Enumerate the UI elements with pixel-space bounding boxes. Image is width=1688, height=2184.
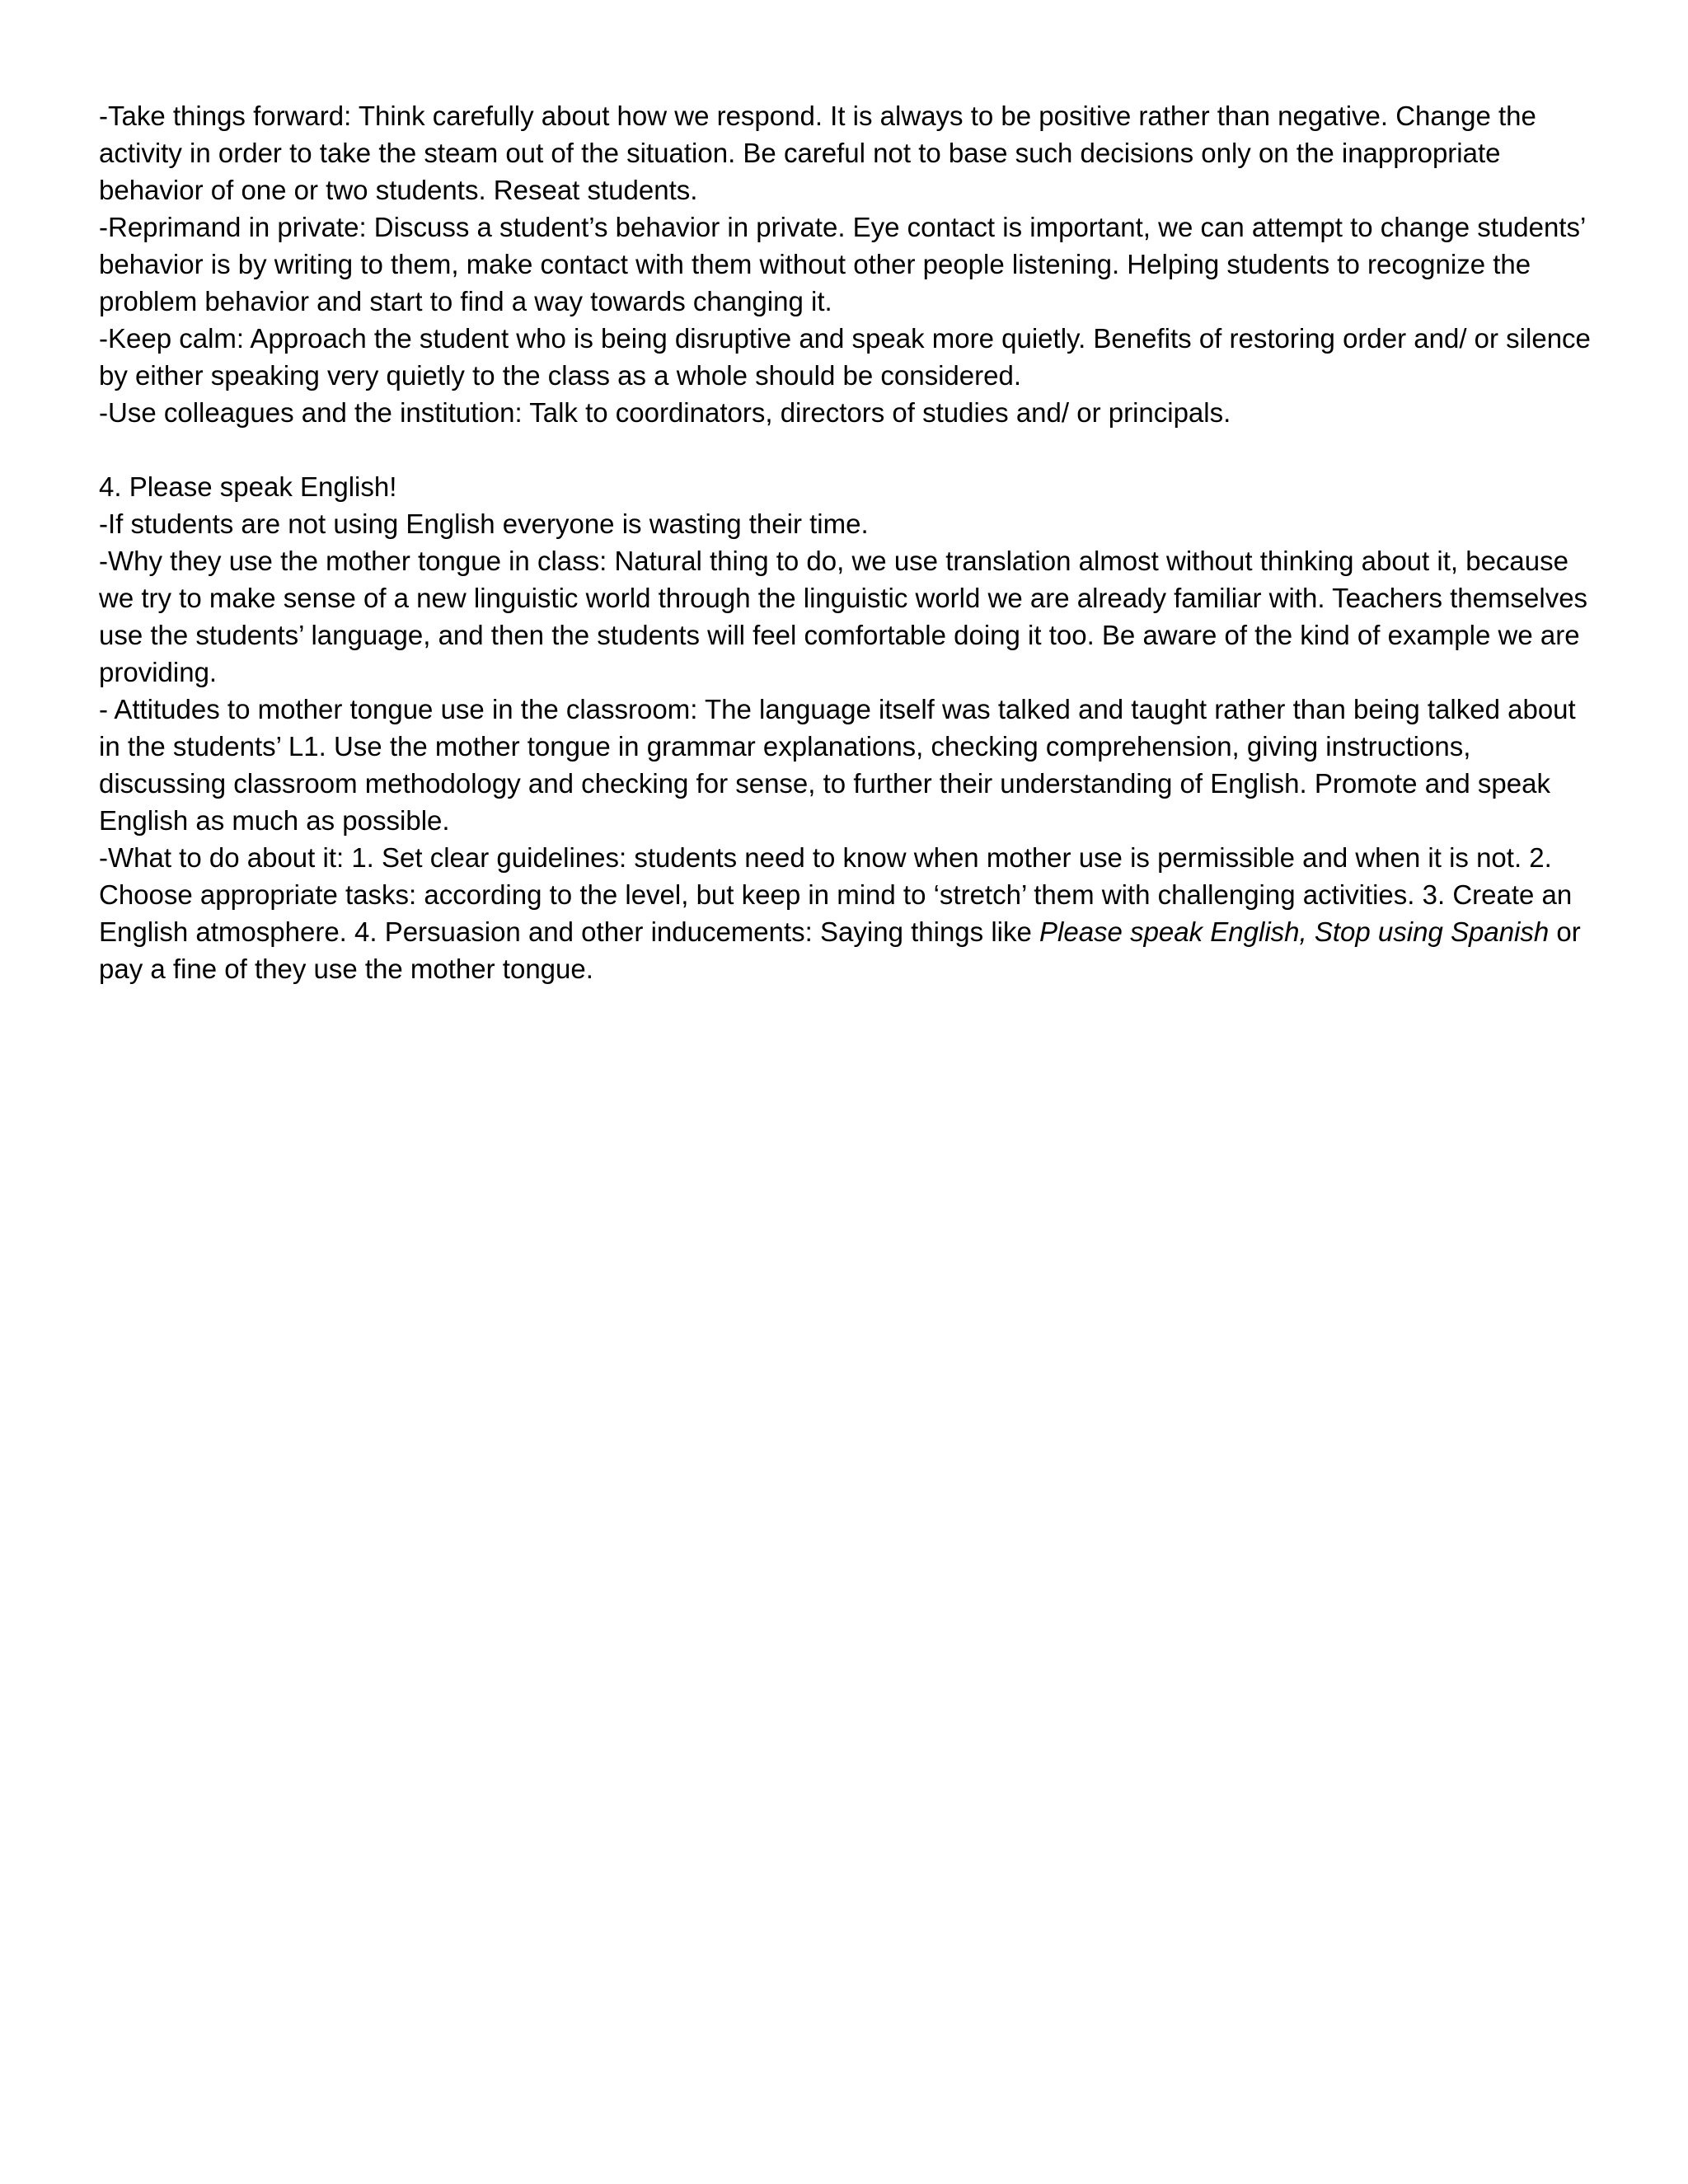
attitudes-paragraph: - Attitudes to mother tongue use in the classroom: The language itself was talked and taught rather than being talked about in the students’ L1. Use the mother tongue in grammar explanations, checking comprehension, giving instructions, discussing classroom methodology and checking for sense, to further their understanding of English. Promote and speak English as much as possible. <box>99 694 1576 836</box>
paragraph-spacer <box>99 431 1599 468</box>
what-to-do-text-end: or pay a fine of they use the mother tongue. <box>99 916 1581 984</box>
what-to-do-italic-phrases: Please speak English, Stop using Spanish <box>1039 916 1550 947</box>
keep-calm-paragraph: -Keep calm: Approach the student who is being disruptive and speak more quietly. Benefits of restoring order and/ or silence by either speaking very quietly to the class as a whole should be considered. <box>99 323 1591 391</box>
what-to-do-paragraph <box>99 839 1599 987</box>
take-things-forward-paragraph: -Take things forward: Think carefully about how we respond. It is always to be positive rather than negative. Change the activity in order to take the steam out of the situation. Be careful not to base such decisions only on the inappropriate behavior of one or two students. Reseat students. <box>99 101 1536 205</box>
what-to-do-text-start: -What to do about it: 1. Set clear guidelines: students need to know when mother use is permissible and when it is not. 2. Choose appropriate tasks: according to the level, but keep in mind to ‘stretch’ them with challenging activities. 3. Create an English atmosphere. 4. Persuasion and other inducements: Saying things like <box>99 842 1573 947</box>
document-page <box>99 97 1599 987</box>
use-colleagues-paragraph: -Use colleagues and the institution: Talk to coordinators, directors of studies and/ or principals. <box>99 397 1231 428</box>
section-4-heading: 4. Please speak English! <box>99 471 397 502</box>
reprimand-in-private-paragraph: -Reprimand in private: Discuss a student’s behavior in private. Eye contact is important, we can attempt to change students’ behavior is by writing to them, make contact with them without other people listening. Helping students to recognize the problem behavior and start to find a way towards changing it. <box>99 212 1586 316</box>
why-mother-tongue-paragraph: -Why they use the mother tongue in class: Natural thing to do, we use translation almost without thinking about it, because we try to make sense of a new linguistic world through the linguistic world we are already familiar with. Teachers themselves use the students’ language, and then the students will feel comfortable doing it too. Be aware of the kind of example we are providing. <box>99 546 1588 687</box>
not-using-english-paragraph: -If students are not using English everyone is wasting their time. <box>99 509 869 539</box>
